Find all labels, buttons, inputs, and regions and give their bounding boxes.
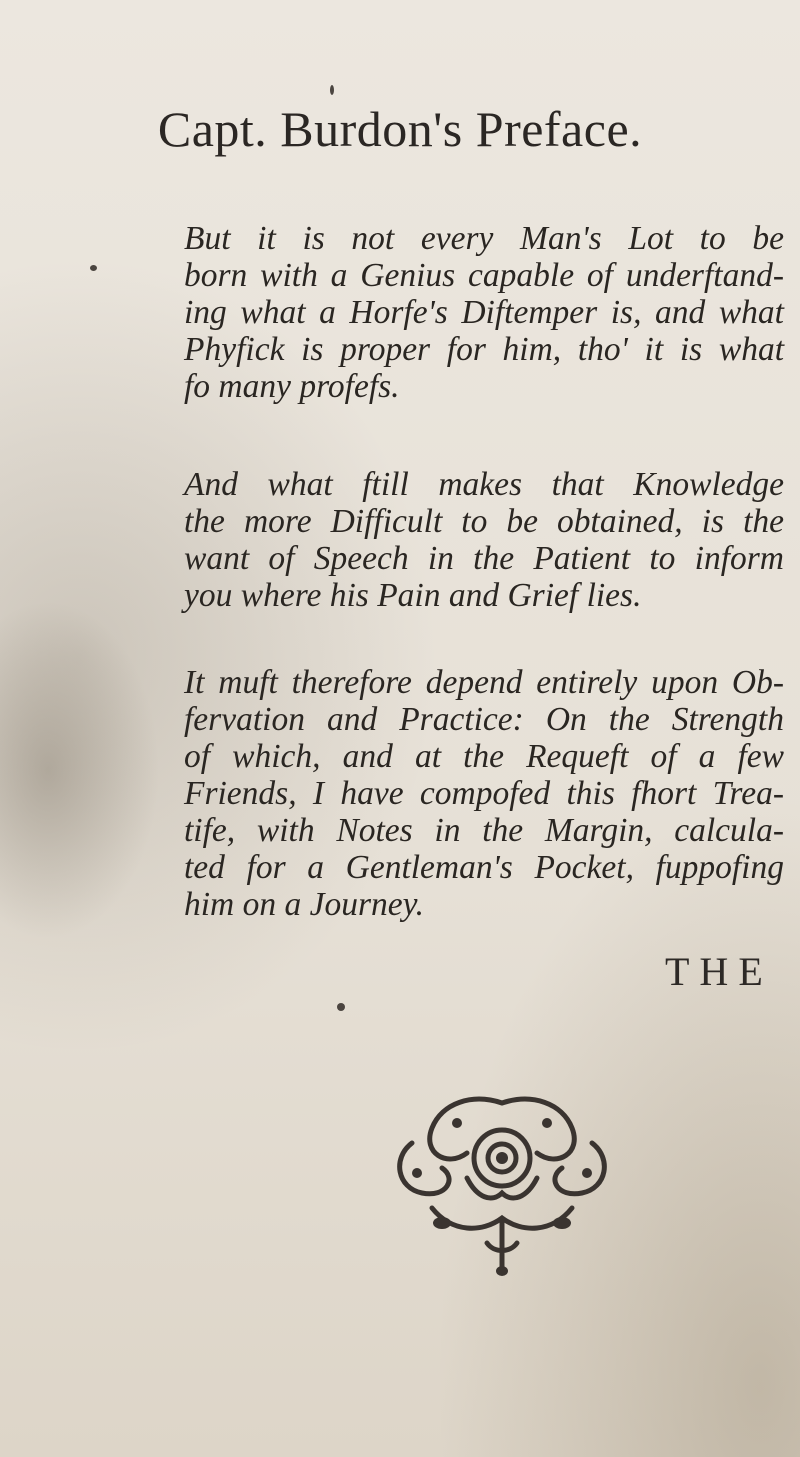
text-line: ing what a Horfe's Diftemper is, and what xyxy=(184,294,784,331)
text-line: fo many profefs. xyxy=(184,368,400,405)
text-line: the more Difficult to be obtained, is the xyxy=(184,503,784,540)
floral-tailpiece-icon xyxy=(372,1083,632,1278)
text-line: want of Speech in the Patient to inform xyxy=(184,540,784,577)
text-line: Friends, I have compofed this fhort Trea- xyxy=(184,775,784,812)
text-line: tife, with Notes in the Margin, calcula- xyxy=(184,812,784,849)
text-line: ted for a Gentleman's Pocket, fuppofing xyxy=(184,849,784,886)
ink-speck xyxy=(90,265,97,271)
text-line: Phyfick is proper for him, tho' it is what xyxy=(184,331,784,368)
paragraph-1 xyxy=(184,220,784,405)
text-line: you where his Pain and Grief lies. xyxy=(184,577,642,614)
text-line: But it is not every Man's Lot to be xyxy=(184,220,784,257)
text-line: him on a Journey. xyxy=(184,886,425,923)
page-header: Capt. Burdon's Preface. xyxy=(157,101,643,157)
text-line: And what ftill makes that Knowledge xyxy=(184,466,784,503)
text-line: fervation and Practice: On the Strength xyxy=(184,701,784,738)
paragraph-3 xyxy=(184,664,784,923)
text-line: of which, and at the Requeft of a few xyxy=(184,738,784,775)
ink-speck xyxy=(337,1003,345,1011)
text-line: It muft therefore depend entirely upon Ob- xyxy=(184,664,784,701)
ink-speck xyxy=(330,85,334,95)
text-line: born with a Genius capable of underftand- xyxy=(184,257,784,294)
ink-bleed-through xyxy=(0,600,160,940)
catchword: THE xyxy=(665,949,773,994)
paragraph-2 xyxy=(184,466,784,614)
